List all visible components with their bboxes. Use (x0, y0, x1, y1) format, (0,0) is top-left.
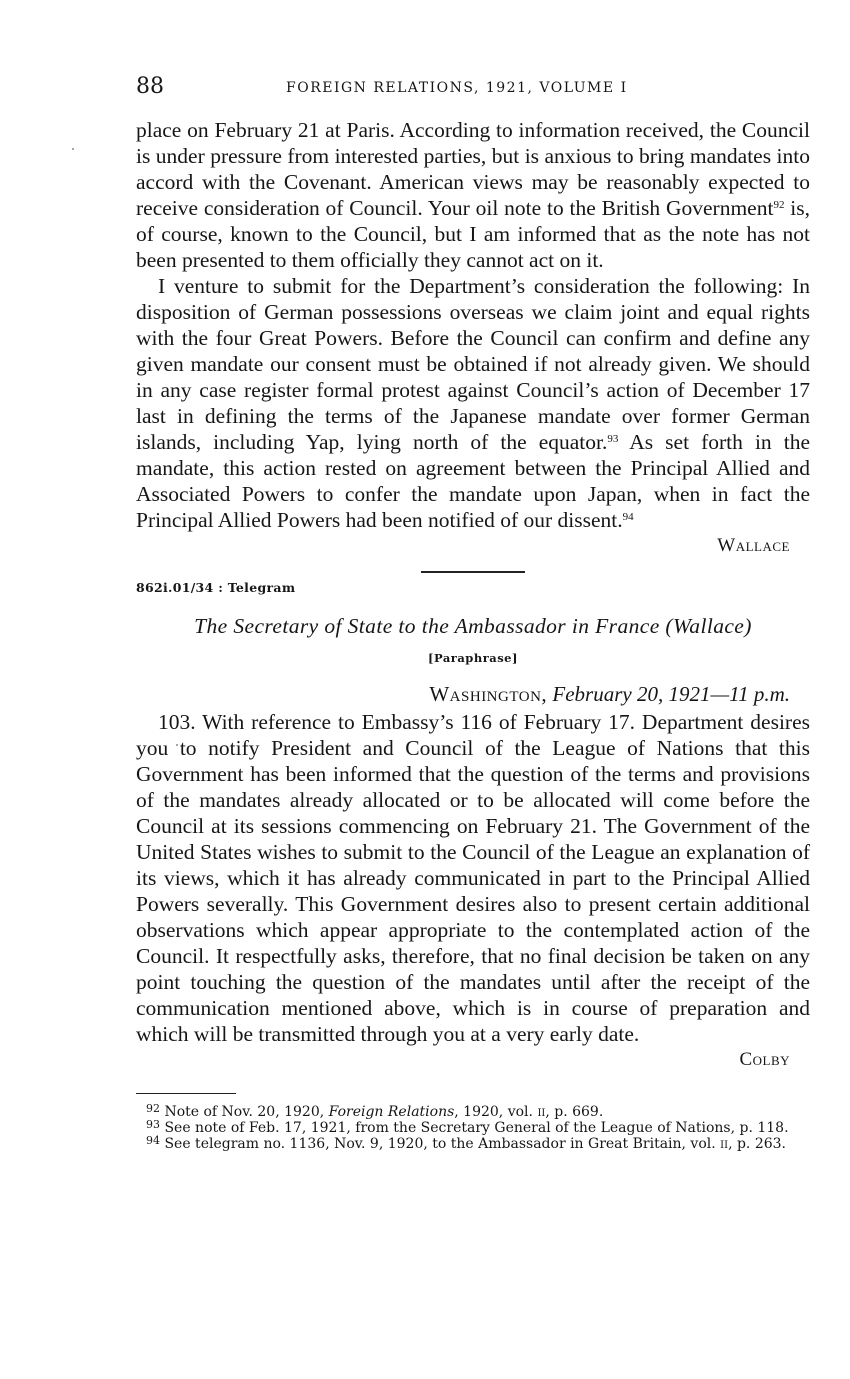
footnote-ref[interactable]: 94 (622, 511, 634, 523)
footnote-ref[interactable]: 92 (773, 199, 785, 211)
footnote-94: $^{94}$ See telegram no. 1136, Nov. 9, 1920, to the Ambassador in Great Britain, vol. ii, p. 263. (146, 1134, 786, 1152)
document-title: The Secretary of State to the Ambassador in France (Wallace) (194, 614, 752, 638)
running-head: FOREIGN RELATIONS, 1921, VOLUME I (286, 80, 628, 96)
footnote-92: $^{92}$ Note of Nov. 20, 1920, Foreign Relations, 1920, vol. ii, p. 669. (146, 1102, 604, 1120)
file-reference: 862i.01/34 : Telegram (136, 580, 296, 595)
paraphrase-label: [Paraphrase] (428, 651, 518, 665)
footnote-93: $^{93}$ See note of Feb. 17, 1921, from the Secretary General of the League of Nations, p. 118. (146, 1118, 789, 1136)
page-number: 88 (136, 74, 164, 99)
dateline-date: February 20, 1921—11 p.m. (547, 682, 790, 706)
paragraph: place on February 21 at Paris. According to information received, the Council is under pressure from interested parties, but is anxious to bring mandates into accord with the Covenant. American views may be reasonably expected to receive consideration of Council. Your oil note to the British Government$^{92}$ is, of course, known to the Council, but I am informed that as the note has not been presented to them officially they cannot act on it. (136, 118, 810, 272)
section-divider (421, 571, 525, 573)
dateline-place: Washington, (429, 682, 548, 706)
page-header (136, 74, 810, 104)
dateline (136, 681, 810, 707)
footnote-divider (136, 1093, 236, 1094)
footnotes (136, 1104, 810, 1152)
footnote-ref[interactable]: 93 (607, 433, 619, 445)
document-body (136, 117, 810, 1152)
signature-colby: Colby (739, 1049, 790, 1070)
signature-wallace: Wallace (717, 535, 790, 556)
paragraph: 103. With reference to Embassy’s 116 of February 17. Department desires you to notify President and Council of the League of Nations that this Government has been informed that the question of the terms and provisions of the mandates already allocated or to be allocated will come before the Council at its sessions commencing on February 21. The Government of the United States wishes to submit to the Council of the League an explanation of its views, which it has already communicated in part to the Principal Allied Powers severally. This Government desires also to present certain additional observations which appear appropriate to the contemplated action of the Council. It respectfully asks, therefore, that no final decision be taken on any point touching the question of the mandates until after the receipt of the communication mentioned above, which is in course of preparation and which will be transmitted through you at a very early date. (136, 710, 810, 1046)
paragraph: I venture to submit for the Department’s consideration the following: In disposition of German possessions overseas we claim joint and equal rights with the four Great Powers. Before the Council can confirm and define any given mandate our consent must be obtained if not already given. We should in any case register formal protest against Council’s action of December 17 last in defining the terms of the Japanese mandate over former German islands, including Yap, lying north of the equator.$^{93}$ As set forth in the mandate, this action rested on agreement between the Principal Allied and Associated Powers to confer the mandate upon Japan, when in fact the Principal Allied Powers had been notified of our dissent.$^{94}$ (136, 274, 811, 532)
margin-speck (72, 148, 74, 150)
